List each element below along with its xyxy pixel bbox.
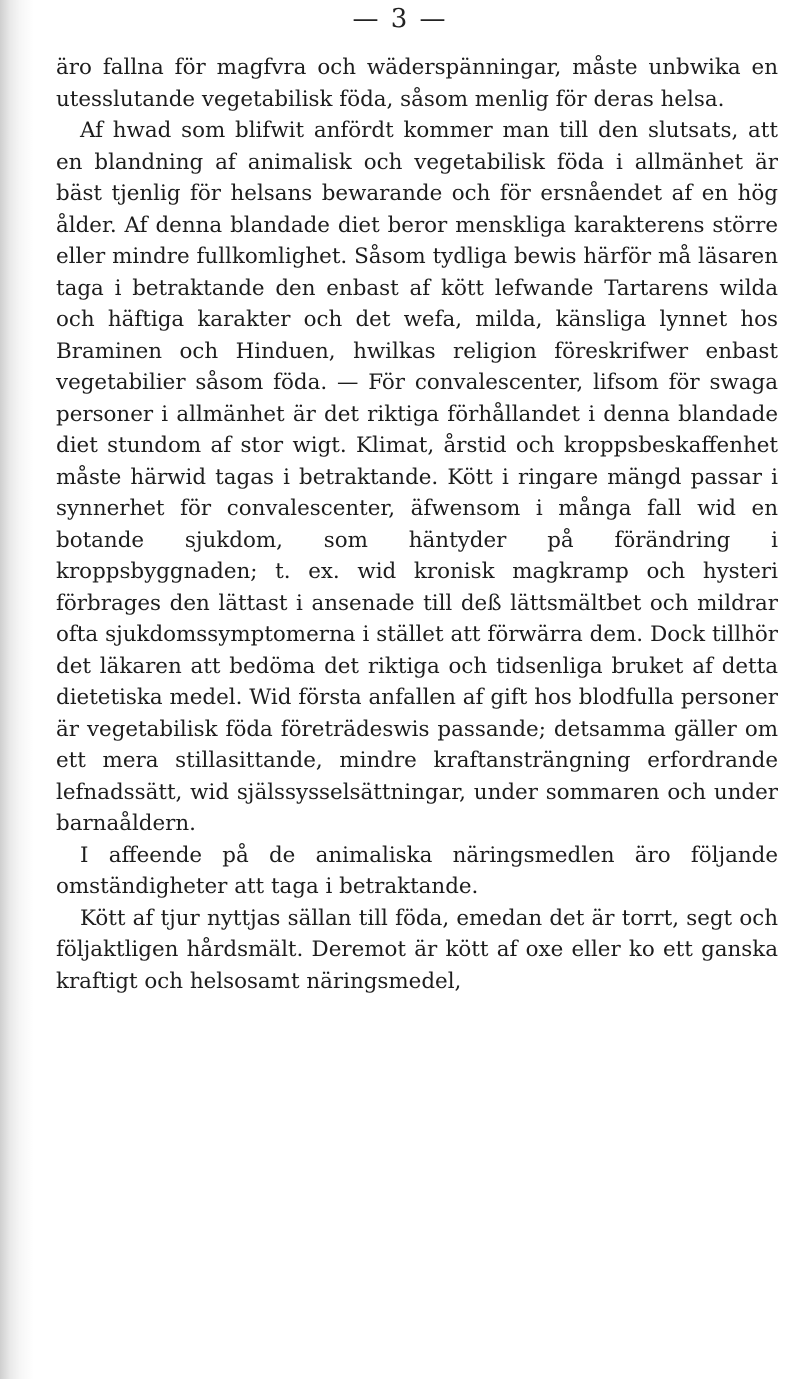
body-text: [56, 52, 778, 997]
page-number: — 3 —: [352, 4, 448, 34]
paragraph-continuation: [56, 52, 778, 115]
paragraph-text: affeende på de animaliska näringsmedlen äro följande omständigheter att taga i betraktande.: [56, 842, 778, 899]
paragraph-diet-conclusion: [56, 115, 778, 840]
paragraph-text: Kött af tjur nyttjas sällan till föda, emedan det är torrt, segt och följaktligen hårdsmält. Deremot är kött af oxe eller ko ett ganska kraftigt och helsosamt näringsmedel,: [56, 905, 778, 994]
paragraph-text: äro fallna för magfvra och wäderspänningar, måste unbwika en utesslutande vegetabilisk föda, såsom menlig för deras helsa.: [56, 55, 778, 112]
paragraph-animal-foods-intro: [56, 840, 778, 903]
paragraph-beef: [56, 903, 778, 998]
paragraph-initial: I: [80, 842, 89, 868]
binding-shadow: [0, 0, 34, 1379]
paragraph-text: Af hwad som blifwit anfördt kommer man till den slutsats, att en blandning af animalisk och vegetabilisk föda i allmänhet är bäst tjenlig för helsans bewarande och för ersnåendet af en hög ålder. Af denna blandade diet beror menskliga karakterens större eller mindre fullkomlighet. Såsom tydliga bewis härför må läsaren taga i betraktande den enbast af kött lefwande Tartarens wilda och häftiga karakter och det wefa, milda, känsliga lynnet hos Braminen och Hinduen, hwilkas religion föreskrifwer enbast vegetabilier såsom föda. — För convalescenter, lifsom för swaga personer i allmänhet är det riktiga förhållandet i denna blandade diet stundom af stor wigt. Klimat, årstid och kroppsbeskaffenhet måste härwid tagas i betraktande. Kött i ringare mängd passar i synnerhet för convalescenter, äfwensom i många fall wid en botande sjukdom, som häntyder på förändring i kroppsbyggnaden; t. ex. wid kronisk magkramp och hysteri förbrages den lättast i ansenade till deß lättsmältbet och mildrar ofta sjukdomssymptomerna i stället att förwärra dem. Dock tillhör det läkaren att bedöma det riktiga och tidsenliga bruket af detta dietetiska medel. Wid första anfallen af gift hos blodfulla personer är vegetabilisk föda företrädeswis passande; detsamma gäller om ett mera stillasittande, mindre kraftansträngning erfordrande lefnadssätt, wid själssysselsättningar, under sommaren och under barnaåldern.: [56, 118, 778, 836]
